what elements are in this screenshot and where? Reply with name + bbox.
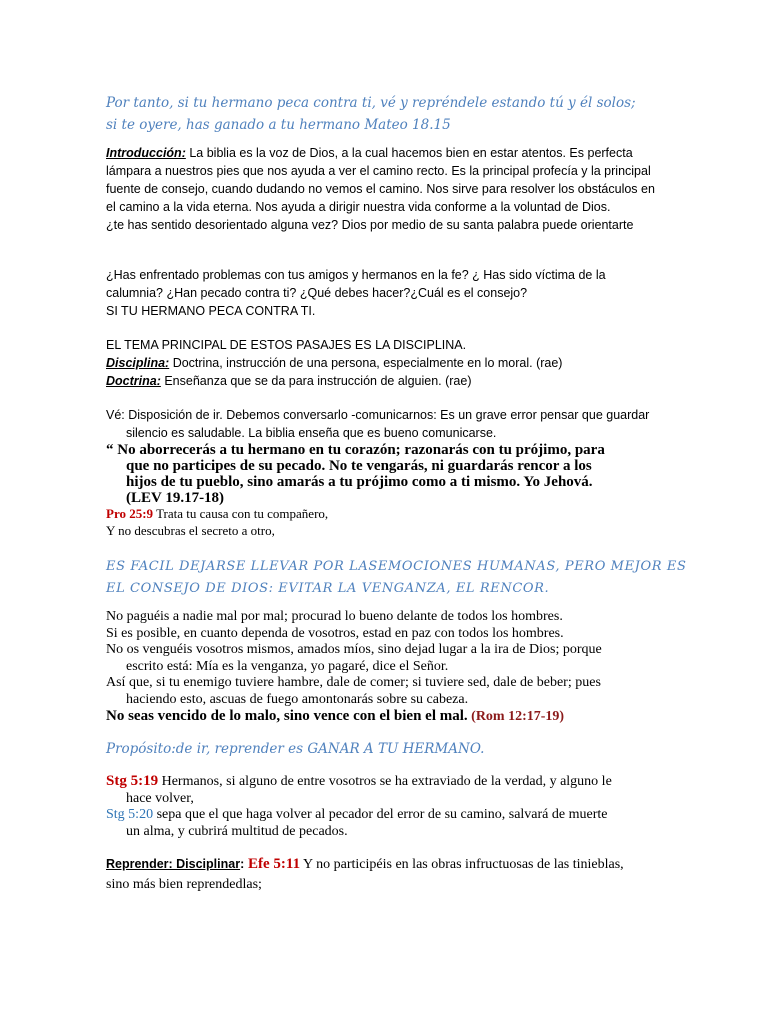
rom-bold-line: No seas vencido de lo malo, sino vence con el bien el mal. (106, 708, 468, 724)
stg-line-4: un alma, y cubrirá multitud de pecados. (126, 823, 348, 839)
reprender-line-2: sino más bien reprendedlas; (106, 877, 262, 892)
intro-line-2: lámpara a nuestros pies que nos ayuda a ver el camino recto. Es la principal profecía y la principal (106, 164, 651, 178)
disciplina-label: Disciplina: (106, 356, 170, 370)
reprender-line-1: Y no participéis en las obras infructuosas de las tinieblas, (300, 857, 624, 872)
efe-reference: Efe 5:11 (244, 856, 301, 872)
lev-quote (106, 442, 666, 506)
intro-label: Introducción: (106, 146, 186, 160)
stg-passage (106, 773, 666, 840)
rom-line-4: escrito está: Mía es la venganza, yo pagaré, dice el Señor. (126, 658, 449, 674)
caps-heading (106, 556, 706, 600)
caps-heading-line-2: EL CONSEJO DE DIOS: EVITAR LA VENGANZA, EL RENCOR. (106, 581, 550, 596)
rom-reference: (Rom 12:17-19) (467, 709, 565, 724)
intro-paragraph (106, 144, 666, 234)
pro-line-2: Y no descubras el secreto a otro, (106, 522, 275, 538)
lev-line-2: que no participes de su pecado. No te vengarás, ni guardarás rencor a los (126, 458, 592, 474)
intro-line-3: fuente de consejo, cuando dudando no vemos el camino. Nos sirve para resolver los obstáculos en (106, 182, 655, 196)
reprender-passage (106, 854, 666, 895)
rom-line-6: haciendo esto, ascuas de fuego amontonarás sobre su cabeza. (126, 691, 469, 707)
verse-heading (106, 92, 686, 136)
theme-paragraph (106, 336, 666, 390)
questions-line-2: calumnia? ¿Han pecado contra ti? ¿Qué debes hacer?¿Cuál es el consejo? (106, 286, 528, 300)
lev-line-4: (LEV 19.17-18) (126, 490, 225, 506)
pro-reference: Pro 25:9 (106, 506, 154, 521)
lev-line-3: hijos de tu pueblo, sino amarás a tu prójimo como a ti mismo. Yo Jehová. (126, 474, 593, 490)
intro-line-4: el camino a la vida eterna. Nos ayuda a dirigir nuestra vida conforme a la voluntad de Dios. (106, 200, 611, 214)
lev-line-1: “ No aborrecerás a tu hermano en tu corazón; razonarás con tu prójimo, para (106, 442, 605, 458)
proposito-heading (106, 739, 666, 759)
stg-line-2: hace volver, (126, 790, 194, 806)
verse-line-2: si te oyere, has ganado a tu hermano Mateo 18.15 (106, 117, 451, 133)
stg-reference-20: Stg 5:20 (106, 807, 154, 822)
theme-heading: EL TEMA PRINCIPAL DE ESTOS PASAJES ES LA DISCIPLINA. (106, 338, 467, 352)
questions-line-3: SI TU HERMANO PECA CONTRA TI. (106, 304, 316, 318)
rom-line-5: Así que, si tu enemigo tuviere hambre, dale de comer; si tuviere sed, dale de beber; pues (106, 675, 601, 690)
questions-line-1: ¿Has enfrentado problemas con tus amigos y hermanos en la fe? ¿ Has sido víctima de la (106, 268, 606, 282)
stg-reference-19: Stg 5:19 (106, 773, 159, 789)
ve-line-1: Vé: Disposición de ir. Debemos conversarlo -comunicarnos: Es un grave error pensar que guardar (106, 408, 650, 422)
rom-line-1: No paguéis a nadie mal por mal; procurad lo bueno delante de todos los hombres. (106, 609, 563, 624)
stg-line-3: sepa que el que haga volver al pecador del error de su camino, salvará de muerte (153, 807, 608, 822)
doctrina-label: Doctrina: (106, 374, 161, 388)
stg-line-1: Hermanos, si alguno de entre vosotros se ha extraviado de la verdad, y alguno le (158, 774, 612, 789)
doctrina-definition: Enseñanza que se da para instrucción de alguien. (rae) (160, 374, 472, 388)
reprender-label: Reprender: Disciplinar (106, 857, 241, 871)
questions-paragraph (106, 266, 666, 320)
intro-line-5: ¿te has sentido desorientado alguna vez? Dios por medio de su santa palabra puede orientarte (106, 218, 634, 232)
reprender-colon: : (240, 857, 245, 871)
ve-line-2: silencio es saludable. La biblia enseña que es bueno comunicarse. (126, 426, 497, 440)
proposito-text: Propósito:de ir, reprender es GANAR A TU HERMANO. (106, 741, 485, 757)
verse-line-1: Por tanto, si tu hermano peca contra ti, vé y repréndele estando tú y él solos; (106, 95, 636, 111)
rom-line-2: Si es posible, en cuanto dependa de vosotros, estad en paz con todos los hombres. (106, 625, 564, 641)
intro-line-1: La biblia es la voz de Dios, a la cual hacemos bien en estar atentos. Es perfecta (189, 146, 633, 160)
rom-passage (106, 609, 666, 726)
rom-line-3: No os venguéis vosotros mismos, amados míos, sino dejad lugar a la ira de Dios; porque (106, 642, 602, 657)
caps-heading-line-1: ES FACIL DEJARSE LLEVAR POR LASEMOCIONES HUMANAS, PERO MEJOR ES (106, 559, 687, 574)
pro-line-1: Trata tu causa con tu compañero, (153, 506, 329, 521)
pro-passage (106, 506, 666, 539)
disciplina-definition: Doctrina, instrucción de una persona, especialmente en lo moral. (rae) (169, 356, 563, 370)
ve-paragraph (106, 406, 666, 442)
